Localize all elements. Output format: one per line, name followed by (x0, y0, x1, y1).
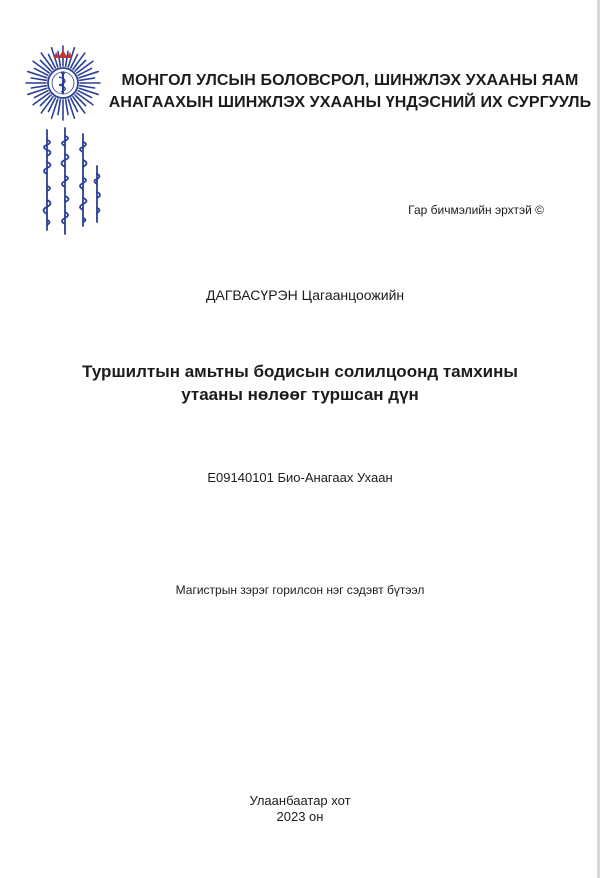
university-name: АНАГААХЫН ШИНЖЛЭХ УХААНЫ ҮНДЭСНИЙ ИХ СУРГУУЛЬ (108, 94, 592, 111)
emblem-ray (80, 86, 95, 88)
thesis-title-line-1: Туршилтын амьтны бодисын солилцоонд тамхины (82, 362, 518, 381)
emblem-ray (40, 60, 51, 71)
emblem-ray (75, 60, 86, 71)
program-code: E09140101 Био-Анагаах Ухаан (207, 470, 393, 485)
ministry-name: МОНГОЛ УЛСЫН БОЛОВСРОЛ, ШИНЖЛЭХ УХААНЫ ЯАМ (121, 72, 579, 89)
emblem-ray (80, 78, 95, 80)
place: Улаанбаатар хот (249, 793, 351, 808)
emblem-ray (31, 78, 46, 80)
emblem-ray (66, 100, 68, 115)
copyright-notice: Гар бичмэлийн эрхтэй © (408, 203, 544, 217)
emblem-ray (58, 51, 60, 66)
emblem-ray (66, 51, 68, 66)
year: 2023 он (276, 809, 324, 824)
degree-statement: Магистрын зэрэг горилсон нэг сэдэвт бүтээл (175, 583, 425, 597)
emblem-ray (58, 100, 60, 115)
emblem-ray (75, 95, 86, 106)
thesis-title-line-2: утааны нөлөөг туршсан дүн (181, 385, 419, 404)
university-emblem-icon (24, 44, 102, 122)
mongolian-script-emblem (35, 126, 105, 238)
author-name: ДАГВАСҮРЭН Цагаанцоожийн (206, 287, 405, 303)
emblem-ray (31, 86, 46, 88)
emblem-ray (40, 95, 51, 106)
